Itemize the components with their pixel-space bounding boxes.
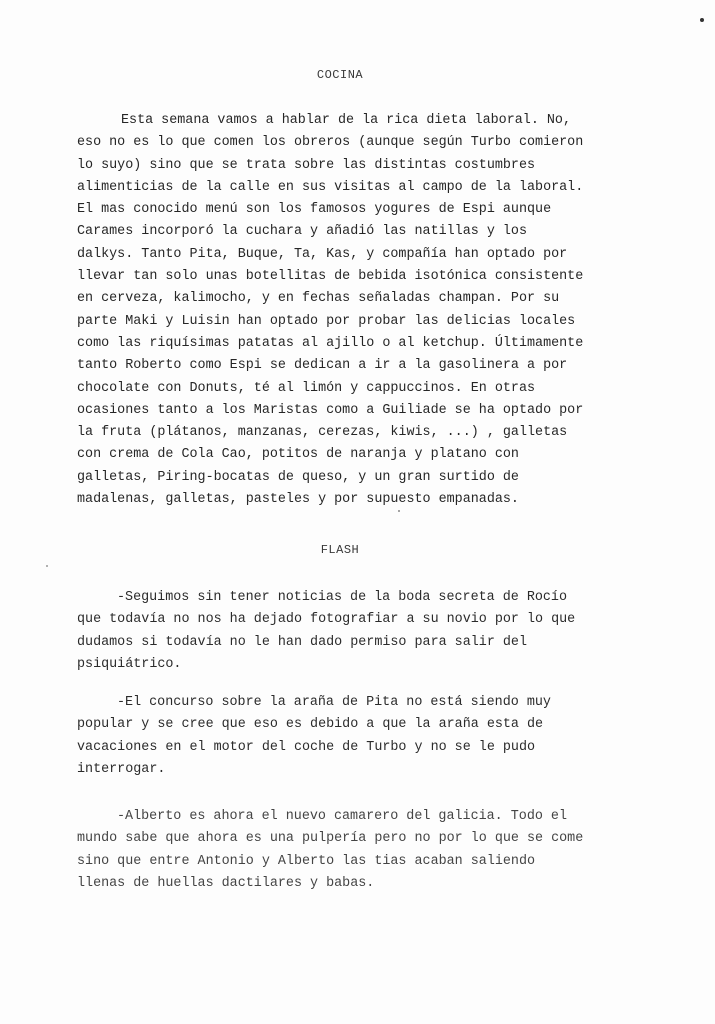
text-line: Esta semana vamos a hablar de la rica dieta laboral. No, [121,113,571,128]
text-line: -Seguimos sin tener noticias de la boda secreta de Rocío [117,590,567,605]
text-line: que todavía no nos ha dejado fotografiar a su novio por lo que [77,612,576,628]
text-line: dalkys. Tanto Pita, Buque, Ta, Kas, y compañía han optado por [77,246,568,262]
text-line: parte Maki y Luisin han optado por probar las delicias locales [77,313,576,329]
text-line: mundo sabe que ahora es una pulpería pero no por lo que se come [77,831,584,847]
text-line: en cerveza, kalimocho, y en fechas señaladas champan. Por su [77,291,560,307]
text-line: interrogar. [77,761,166,777]
text-line: la fruta (plátanos, manzanas, cerezas, kiwis, ...) , galletas [77,425,568,441]
section-title-flash: FLASH [320,543,360,557]
text-line: El mas conocido menú son los famosos yogures de Espi aunque [77,202,552,218]
cocina-paragraph [77,110,623,511]
text-line: llevar tan solo unas botellitas de bebida isotónica consistente [77,269,584,285]
text-line: psiquiátrico. [77,656,182,672]
text-line: galletas, Piring-bocatas de queso, y un gran surtido de [77,469,519,485]
text-line: eso no es lo que comen los obreros (aunque según Turbo comieron [77,135,584,151]
section-title-cocina: COCINA [316,68,364,82]
text-line: con crema de Cola Cao, potitos de naranja y platano con [77,447,519,463]
text-line: dudamos si todavía no le han dado permiso para salir del [77,634,527,650]
text-line: ocasiones tanto a los Maristas como a Guiliade se ha optado por [77,402,584,418]
text-line: -El concurso sobre la araña de Pita no está siendo muy [117,695,551,710]
text-line: tanto Roberto como Espi se dedican a ir a la gasolinera a por [77,358,568,374]
scan-speck [700,18,704,22]
flash-item-boda [77,587,623,676]
text-line: como las riquísimas patatas al ajillo o al ketchup. Últimamente [77,335,584,351]
text-line: Carames incorporó la cuchara y añadió las natillas y los [77,224,527,240]
flash-item-alberto [77,806,623,895]
text-line: vacaciones en el motor del coche de Turbo y no se le pudo [77,739,536,755]
text-line: alimenticias de la calle en sus visitas al campo de la laboral. [77,179,584,195]
text-line: sino que entre Antonio y Alberto las tias acaban saliendo [77,853,536,869]
text-line: lo suyo) sino que se trata sobre las distintas costumbres [77,157,536,173]
scan-speck [398,510,400,512]
text-line: -Alberto es ahora el nuevo camarero del galicia. Todo el [117,809,567,824]
text-line: llenas de huellas dactilares y babas. [77,875,375,891]
scan-speck [46,565,48,567]
flash-item-arana [77,692,623,781]
text-line: madalenas, galletas, pasteles y por supuesto empanadas. [77,492,519,508]
text-line: popular y se cree que eso es debido a que la araña esta de [77,717,544,733]
text-line: chocolate con Donuts, té al limón y cappuccinos. En otras [77,380,536,396]
